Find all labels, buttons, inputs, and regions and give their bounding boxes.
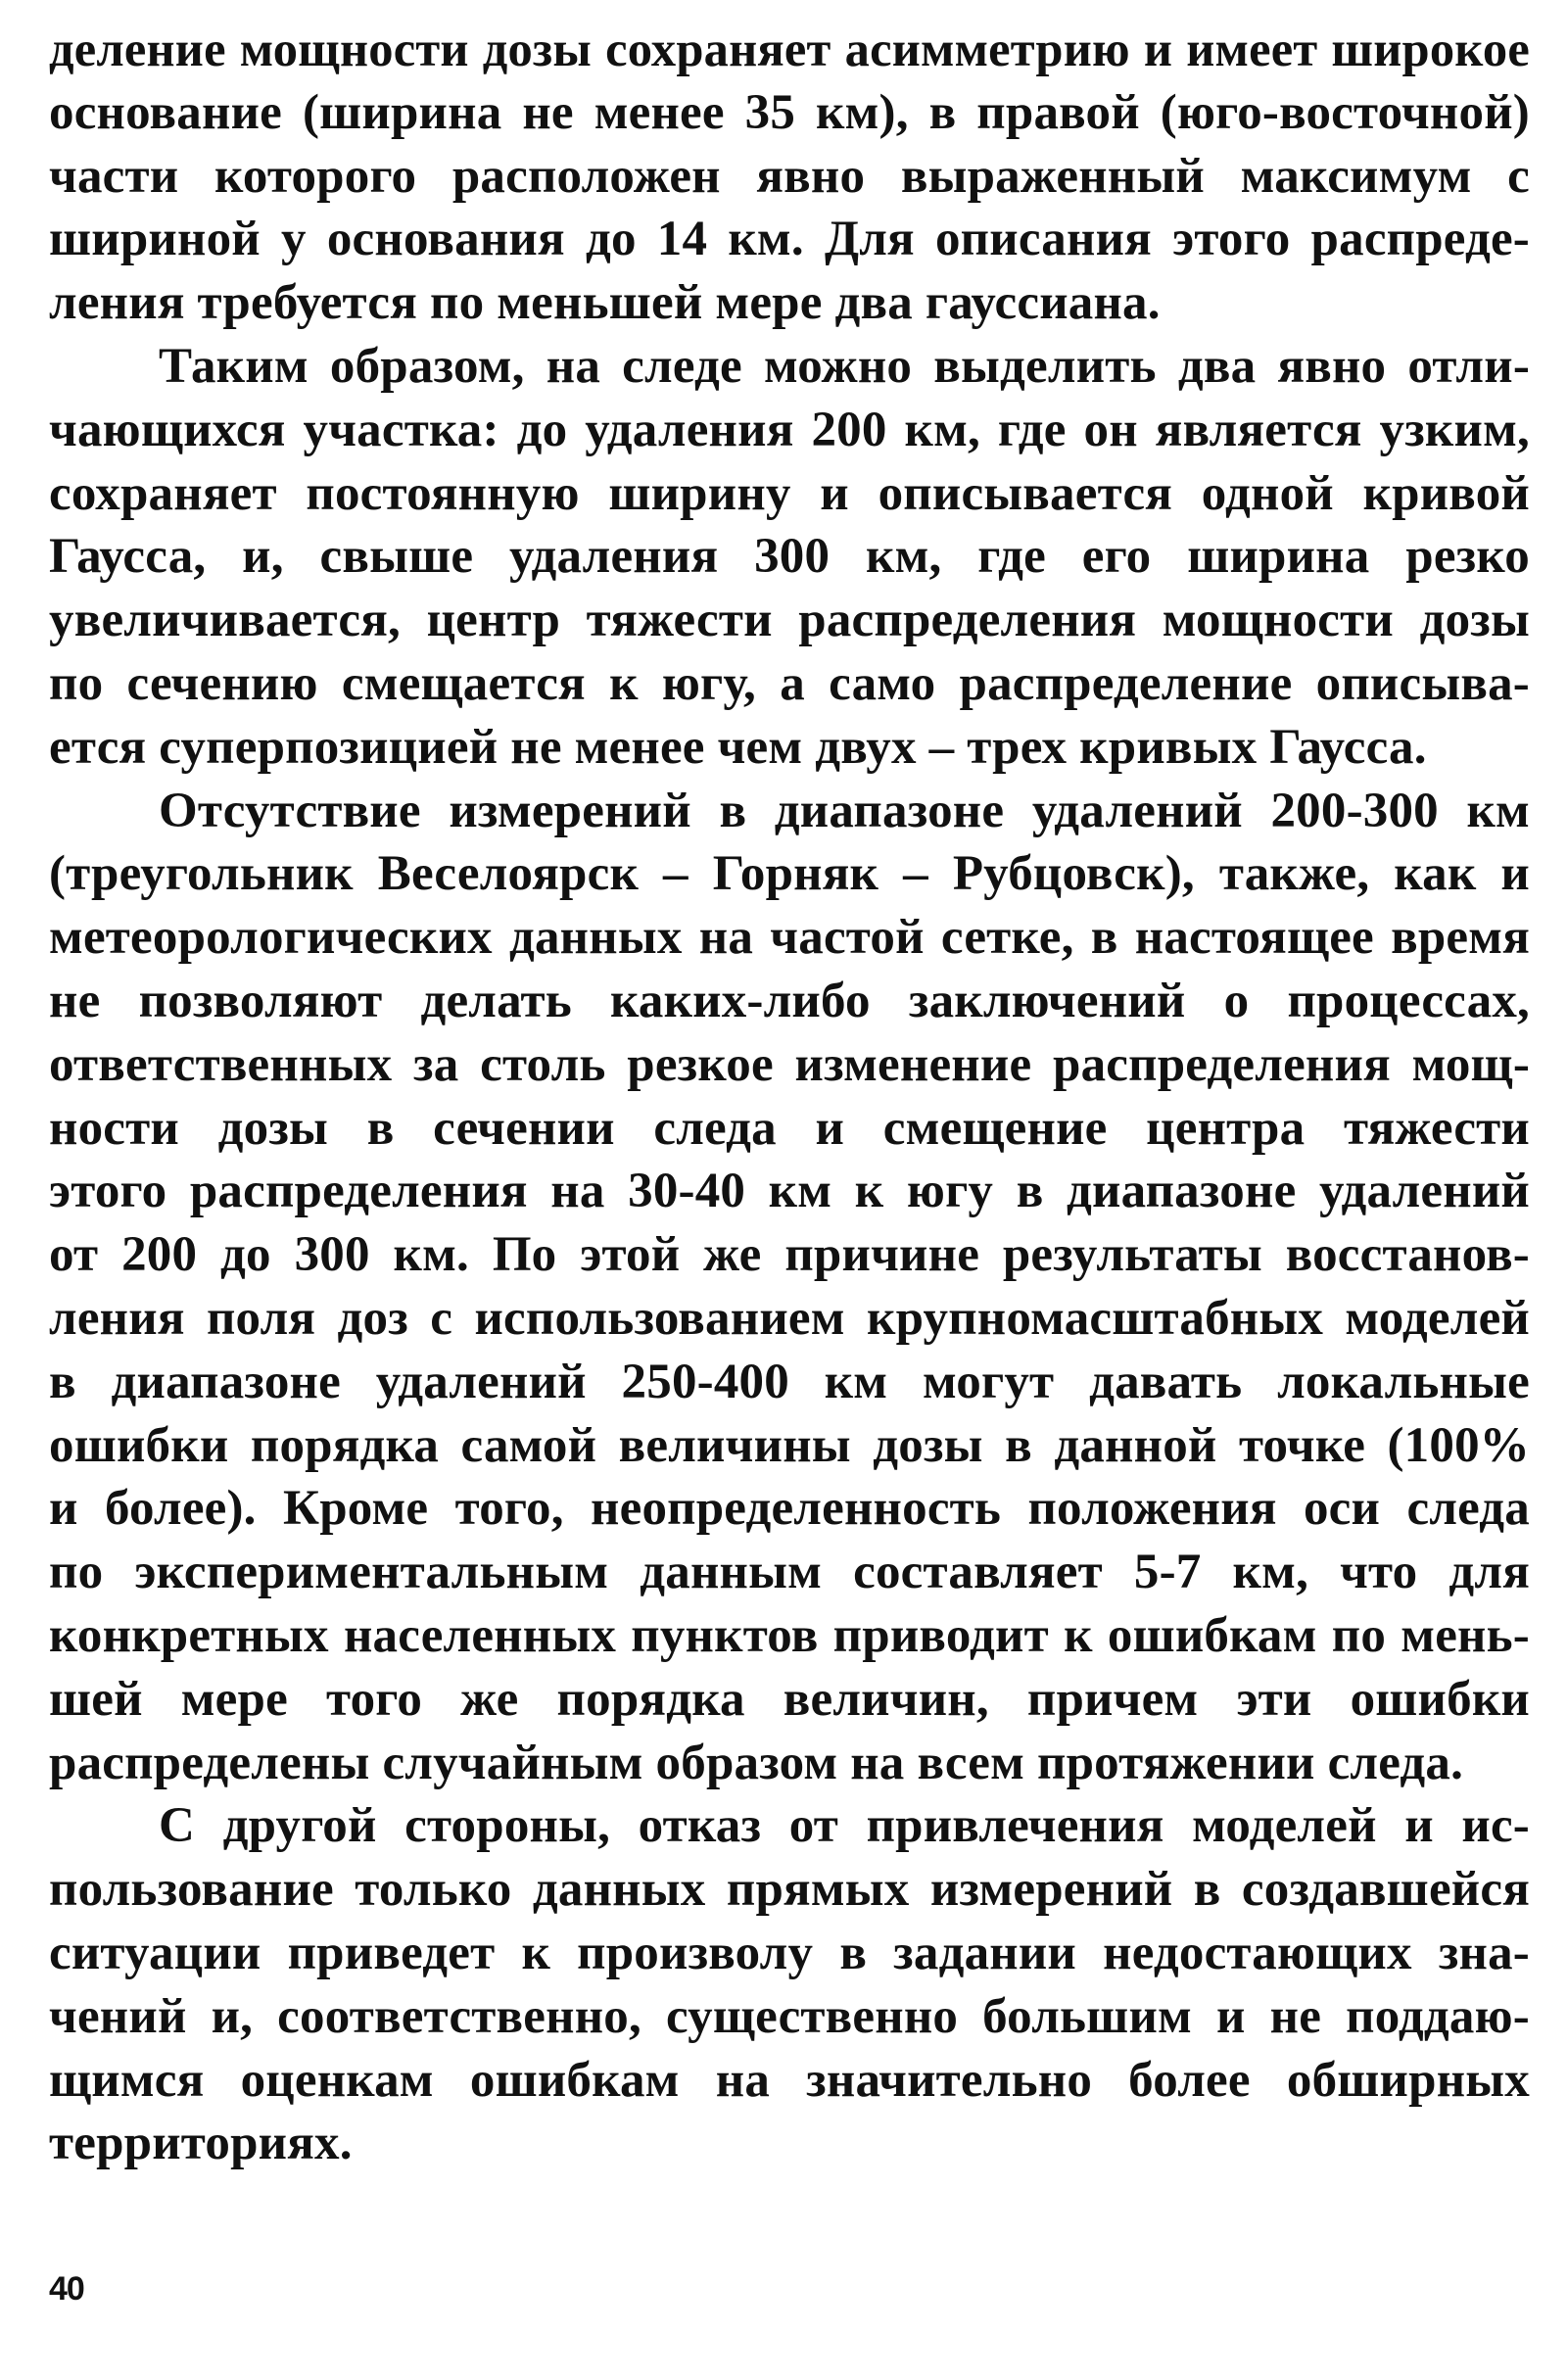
text-line: чений и, соответственно, существенно большим и не поддаю- (49, 1988, 1530, 2044)
text-line: и более). Кроме того, неопределенность положения оси следа (49, 1481, 1530, 1537)
text-line: Гаусса, и, свыше удаления 300 км, где его ширина резко (49, 529, 1530, 585)
text-line: пользование только данных прямых измерений в создавшейся (49, 1862, 1530, 1918)
text-line: ления поля доз с использованием крупномасштабных моделей (49, 1290, 1530, 1346)
text-line: по экспериментальным данным составляет 5-7 км, что для (49, 1545, 1530, 1600)
text-line: ности дозы в сечении следа и смещение центра тяжести (49, 1100, 1530, 1156)
text-line: увеличивается, центр тяжести распределения мощности дозы (49, 593, 1530, 648)
text-line: ется суперпозицией не менее чем двух – трех кривых Гаусса. (49, 719, 1427, 775)
text-line: сохраняет постоянную ширину и описывается одной кривой (49, 465, 1530, 521)
text-line: Таким образом, на следе можно выделить два явно отли- (159, 338, 1530, 394)
text-line: этого распределения на 30-40 км к югу в диапазоне удалений (49, 1164, 1530, 1219)
text-line: чающихся участка: до удаления 200 км, где он является узким, (49, 402, 1530, 457)
text-line: части которого расположен явно выраженный максимум с (49, 148, 1530, 204)
text-line: конкретных населенных пунктов приводит к ошибкам по мень- (49, 1607, 1530, 1663)
text-line: не позволяют делать каких-либо заключений о процессах, (49, 973, 1530, 1028)
text-line: деление мощности дозы сохраняет асимметрию и имеет широкое (49, 22, 1530, 76)
paragraph-4 (49, 1794, 1530, 2175)
text-line: территориях. (49, 2116, 353, 2171)
text-line: от 200 до 300 км. По этой же причине результаты восстанов- (49, 1227, 1530, 1283)
text-line: метеорологических данных на частой сетке, в настоящее время (49, 910, 1530, 966)
text-line: распределены случайным образом на всем протяжении следа. (49, 1735, 1464, 1790)
text-line: в диапазоне удалений 250-400 км могут давать локальные (49, 1354, 1530, 1409)
text-line: ошибки порядка самой величины дозы в данной точке (100% (49, 1417, 1530, 1473)
text-line: ления требуется по меньшей мере два гауссиана. (49, 275, 1161, 331)
text-line: щимся оценкам ошибкам на значительно более обширных (49, 2052, 1530, 2108)
text-line: шириной у основания до 14 км. Для описания этого распреде- (49, 212, 1530, 267)
text-line: (треугольник Веселоярск – Горняк – Рубцовск), также, как и (49, 846, 1530, 902)
text-line: основание (ширина не менее 35 км), в правой (юго-восточной) (49, 84, 1530, 140)
text-line: ответственных за столь резкое изменение распределения мощ- (49, 1036, 1530, 1092)
page-number: 40 (49, 2270, 84, 2308)
paragraph-2 (49, 335, 1530, 780)
paragraph-3 (49, 780, 1530, 1795)
text-line: Отсутствие измерений в диапазоне удалений 200-300 км (159, 783, 1530, 838)
text-line: по сечению смещается к югу, а само распределение описыва- (49, 655, 1530, 711)
text-line: шей мере того же порядка величин, причем эти ошибки (49, 1671, 1530, 1727)
paragraph-1 (49, 18, 1530, 335)
text-line: ситуации приведет к произволу в задании недостающих зна- (49, 1925, 1530, 1980)
page-body (49, 18, 1530, 2175)
text-line: С другой стороны, отказ от привлечения моделей и ис- (159, 1798, 1530, 1854)
